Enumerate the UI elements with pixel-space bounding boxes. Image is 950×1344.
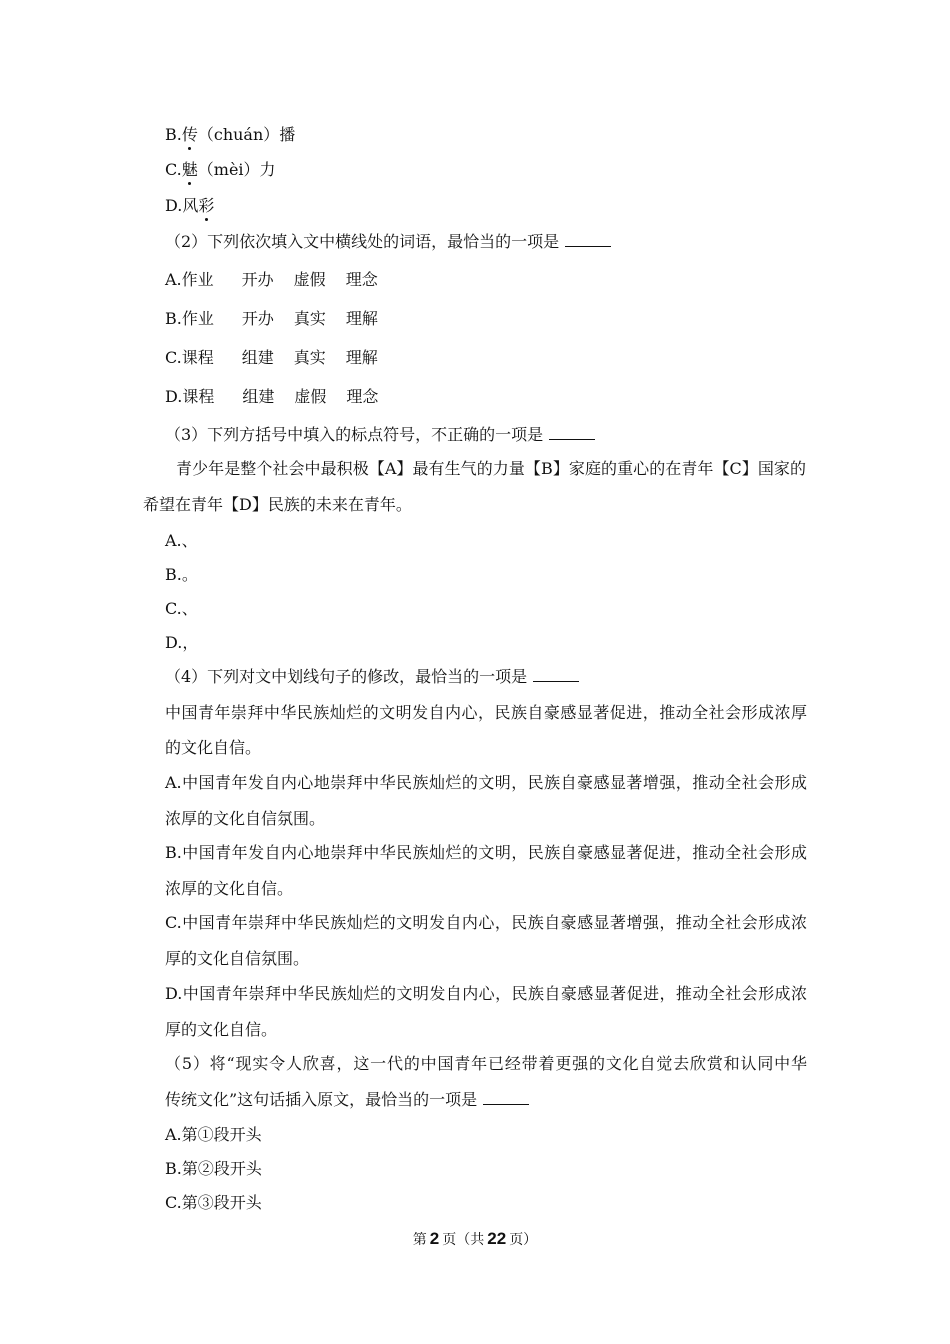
q3-option-c: C.、 bbox=[165, 599, 198, 618]
q4-option-c-line2: 厚的文化自信氛围。 bbox=[165, 949, 310, 968]
emphasis-char: 传 bbox=[181, 125, 198, 144]
q4-option-b-line1: B.中国青年发自内心地崇拜中华民族灿烂的文明，民族自豪感显著促进，推动全社会形成 bbox=[165, 843, 807, 862]
q4-option-b-line2: 浓厚的文化自信。 bbox=[165, 879, 294, 898]
q4-option-d-line2: 厚的文化自信。 bbox=[165, 1020, 278, 1039]
q1-option-b: B.传（chuán）播 bbox=[165, 125, 296, 144]
q5-option-c: C.第③段开头 bbox=[165, 1193, 262, 1212]
q5-stem-line2: 传统文化”这句话插入原文，最恰当的一项是 bbox=[165, 1090, 529, 1110]
q2-option-b: B.作业 开办 真实 理解 bbox=[165, 309, 378, 328]
q1-option-c: C.魅（mèi）力 bbox=[165, 160, 276, 179]
q5-option-b: B.第②段开头 bbox=[165, 1159, 262, 1178]
q3-option-a: A.、 bbox=[165, 531, 198, 550]
q5-option-a: A.第①段开头 bbox=[165, 1125, 262, 1144]
q3-option-d: D.， bbox=[165, 633, 199, 652]
q2-option-d: D.课程 组建 虚假 理念 bbox=[165, 387, 379, 406]
page-total: 22 bbox=[487, 1229, 507, 1248]
q5-stem-line1: （5）将“现实令人欣喜，这一代的中国青年已经带着更强的文化自觉去欣赏和认同中华 bbox=[165, 1054, 807, 1073]
q3-passage-line1: 青少年是整个社会中最积极【A】最有生气的力量【B】家庭的重心的在青年【C】国家的 bbox=[176, 459, 806, 478]
q3-stem: （3）下列方括号中填入的标点符号，不正确的一项是 bbox=[165, 425, 595, 445]
q4-option-a-line2: 浓厚的文化自信氛围。 bbox=[165, 809, 326, 828]
q4-stem: （4）下列对文中划线句子的修改，最恰当的一项是 bbox=[165, 667, 579, 687]
page-number: 2 bbox=[429, 1229, 440, 1248]
q3-passage-line2: 希望在青年【D】民族的未来在青年。 bbox=[143, 495, 412, 514]
q4-option-c-line1: C.中国青年崇拜中华民族灿烂的文明发自内心，民族自豪感显著增强，推动全社会形成浓 bbox=[165, 913, 807, 932]
answer-blank bbox=[565, 232, 611, 247]
emphasis-char: 彩 bbox=[198, 196, 215, 215]
q3-option-b: B.。 bbox=[165, 565, 198, 584]
q2-option-c: C.课程 组建 真实 理解 bbox=[165, 348, 378, 367]
answer-blank bbox=[533, 667, 579, 682]
q1-option-d: D.风彩 bbox=[165, 196, 215, 215]
q2-stem: （2）下列依次填入文中横线处的词语，最恰当的一项是 bbox=[165, 232, 611, 252]
q4-option-a-line1: A.中国青年发自内心地崇拜中华民族灿烂的文明，民族自豪感显著增强，推动全社会形成 bbox=[165, 773, 807, 792]
answer-blank bbox=[483, 1090, 529, 1105]
q4-sentence-line1: 中国青年崇拜中华民族灿烂的文明发自内心，民族自豪感显著促进，推动全社会形成浓厚 bbox=[165, 703, 807, 722]
q4-sentence-line2: 的文化自信。 bbox=[165, 738, 262, 757]
emphasis-char: 魅 bbox=[181, 160, 198, 179]
page-footer: 第 2 页（共 22 页） bbox=[412, 1229, 538, 1248]
q2-option-a: A.作业 开办 虚假 理念 bbox=[165, 270, 378, 289]
q4-option-d-line1: D.中国青年崇拜中华民族灿烂的文明发自内心，民族自豪感显著促进，推动全社会形成浓 bbox=[165, 984, 807, 1003]
answer-blank bbox=[549, 425, 595, 440]
